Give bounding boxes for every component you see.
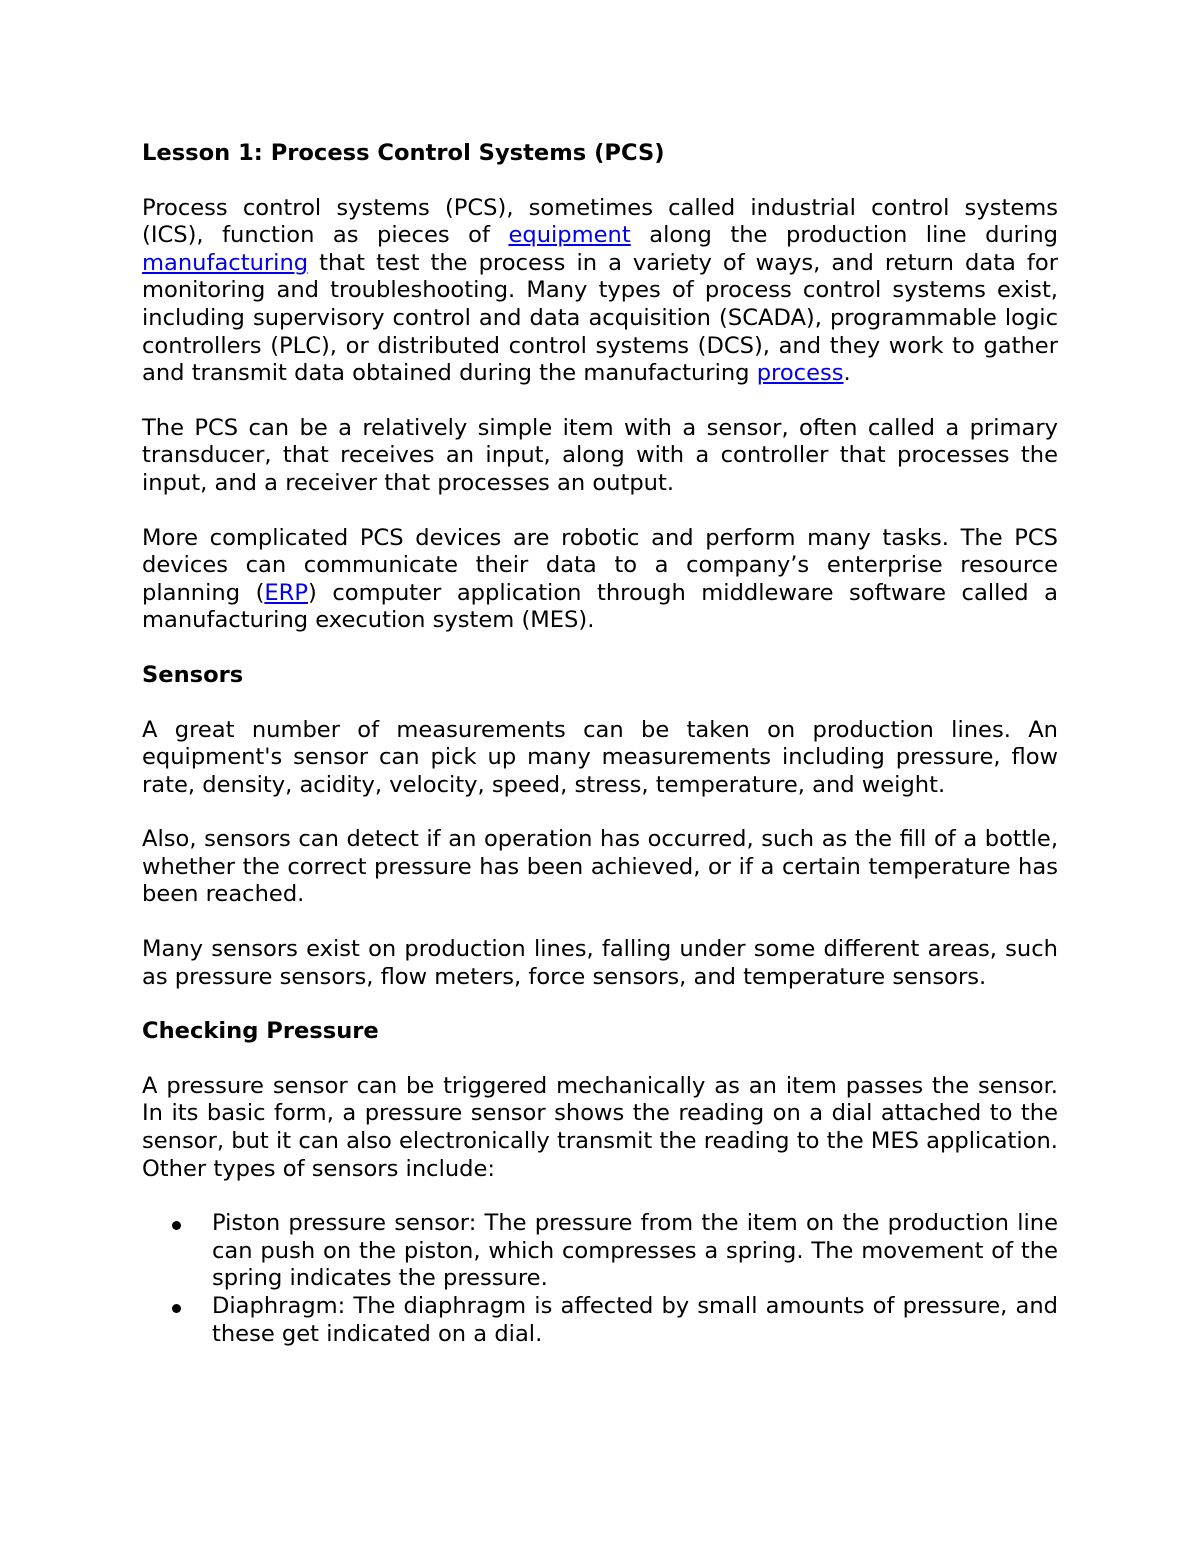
list-item-text: Diaphragm: The diaphragm is affected by small amounts of pressure, and these get indicated on a dial. [212, 1293, 1058, 1347]
complex-pcs-paragraph [142, 525, 1058, 635]
sensors-heading: Sensors [142, 661, 244, 688]
bullet-icon [172, 1221, 181, 1230]
intro-text-3: that test the process in a variety of ways, and return data for monitoring and troubleshooting. Many types of process control systems exist, including supervisory control and data acquisition (SCADA), programmable logic controllers (PLC), or distributed control systems (DCS), and they work to gather and transmit data obtained during the manufacturing [142, 249, 1058, 387]
sensor-types-list [142, 1210, 1058, 1348]
erp-link[interactable]: ERP [264, 579, 308, 606]
sensors-paragraph-2: Also, sensors can detect if an operation has occurred, such as the fill of a bottle, whether the correct pressure has been achieved, or if a certain temperature has been reached. [142, 826, 1058, 908]
checking-pressure-heading: Checking Pressure [142, 1018, 379, 1045]
list-item-text: Piston pressure sensor: The pressure from the item on the production line can push on the piston, which compresses a spring. The movement of the spring indicates the pressure. [212, 1210, 1058, 1292]
list-item [212, 1293, 1058, 1348]
intro-paragraph [142, 195, 1058, 388]
page-title: Lesson 1: Process Control Systems (PCS) [142, 140, 665, 166]
intro-text-4: . [843, 360, 851, 387]
equipment-link[interactable]: equipment [508, 222, 631, 249]
complex-text-1: More complicated PCS devices are robotic and perform many tasks. The PCS devices can communicate their data to a company’s enterprise resource planning ( [142, 524, 1058, 606]
manufacturing-link[interactable]: manufacturing [142, 249, 309, 276]
bullet-icon [172, 1304, 181, 1313]
simple-pcs-paragraph: The PCS can be a relatively simple item with a sensor, often called a primary transducer, that receives an input, along with a controller that processes the input, and a receiver that processes an output. [142, 414, 1058, 496]
sensors-paragraph-1: A great number of measurements can be taken on production lines. An equipment's sensor can pick up many measurements including pressure, flow rate, density, acidity, velocity, speed, stress, temperature, and weight. [142, 716, 1058, 798]
document-page [142, 140, 1058, 1348]
pressure-paragraph: A pressure sensor can be triggered mechanically as an item passes the sensor. In its basic form, a pressure sensor shows the reading on a dial attached to the sensor, but it can also electronically transmit the reading to the MES application. Other types of sensors include: [142, 1072, 1058, 1182]
list-item [212, 1210, 1058, 1293]
sensors-paragraph-3: Many sensors exist on production lines, falling under some different areas, such as pressure sensors, flow meters, force sensors, and temperature sensors. [142, 936, 1058, 990]
complex-text-2: ) computer application through middleware software called a manufacturing execution system (MES). [142, 579, 1058, 634]
intro-text-1: Process control systems (PCS), sometimes called industrial control systems (ICS), function as pieces of [142, 194, 1058, 249]
intro-text-2: along the production line during [630, 222, 1058, 249]
process-link[interactable]: process [756, 360, 844, 387]
